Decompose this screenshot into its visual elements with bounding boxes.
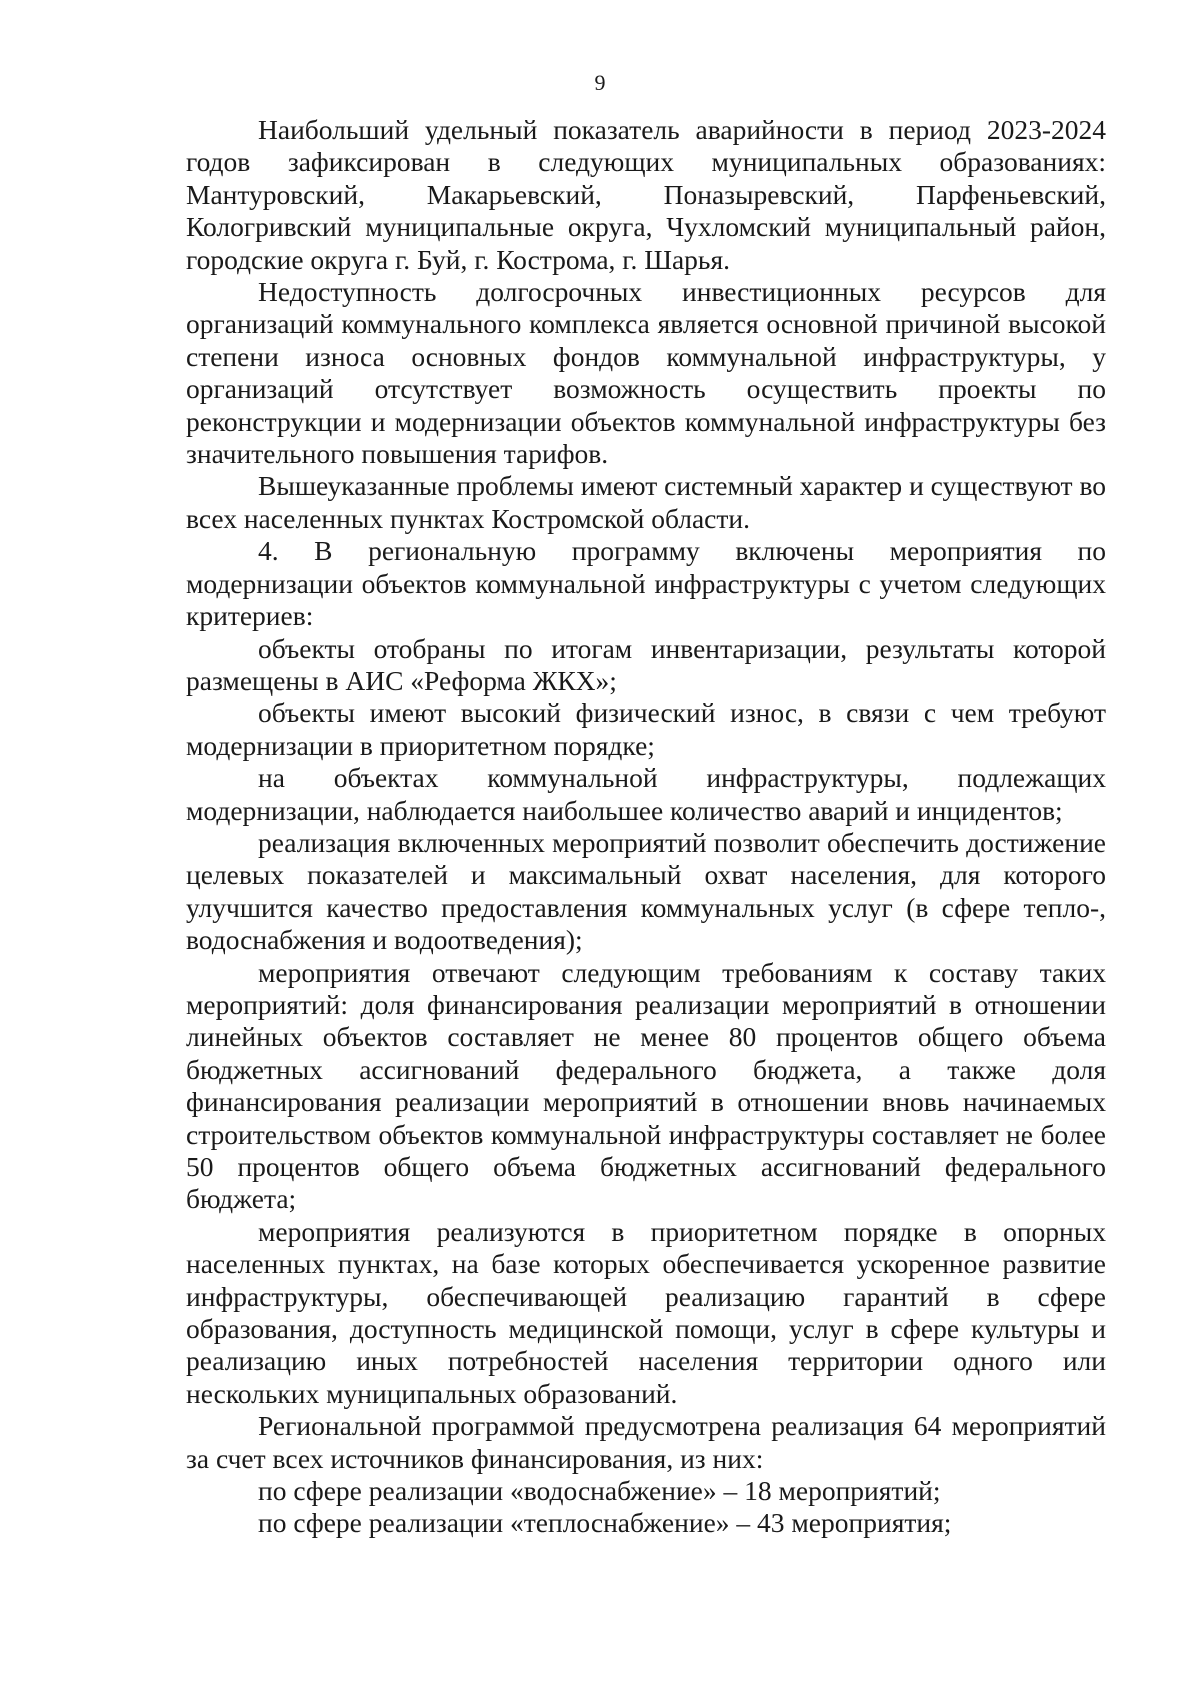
paragraph-systemic-problems: Вышеуказанные проблемы имеют системный характер и существуют во всех населенных пунктах Костромской области. [186,470,1106,534]
paragraph-investment-resources: Недоступность долгосрочных инвестиционных ресурсов для организаций коммунального комплекса является основной причиной высокой степени износа основных фондов коммунальной инфраструктуры, у организаций отсутствует возможность осуществить проекты по реконструкции и модернизации объектов коммунальной инфраструктуры без значительного повышения тарифов. [186,276,1106,470]
paragraph-criterion-wear: объекты имеют высокий физический износ, в связи с чем требуют модернизации в приоритетном порядке; [186,697,1106,761]
paragraph-water-supply: по сфере реализации «водоснабжение» – 18 мероприятий; [258,1475,941,1507]
paragraph-criterion-accidents: на объектах коммунальной инфраструктуры, подлежащих модернизации, наблюдается наибольшее количество аварий и инцидентов; [186,762,1106,826]
page-number: 9 [594,70,606,95]
paragraph-criterion-support-settlements: мероприятия реализуются в приоритетном порядке в опорных населенных пунктах, на базе которых обеспечивается ускоренное развитие инфраструктуры, обеспечивающей реализацию гарантий в сфере образования, доступность медицинской помощи, услуг в сфере культуры и реализацию иных потребностей населения территории одного или нескольких муниципальных образований. [186,1215,1106,1409]
paragraph-criterion-targets: реализация включенных мероприятий позволит обеспечить достижение целевых показателей и максимальный охват населения, для которого улучшится качество предоставления коммунальных услуг (в сфере тепло-, водоснабжения и водоотведения); [186,826,1106,956]
document-body [186,114,1106,1540]
paragraph-program-summary: Региональной программой предусмотрена реализация 64 мероприятий за счет всех источников финансирования, из них: [186,1410,1106,1474]
paragraph-criterion-financing: мероприятия отвечают следующим требованиям к составу таких мероприятий: доля финансирования реализации мероприятий в отношении линейных объектов составляет не менее 80 процентов общего объема бюджетных ассигнований федерального бюджета, а также доля финансирования реализации мероприятий в отношении вновь начинаемых строительством объектов коммунальной инфраструктуры составляет не более 50 процентов общего объема бюджетных ассигнований федерального бюджета; [186,956,1106,1215]
paragraph-criterion-inventory: объекты отобраны по итогам инвентаризации, результаты которой размещены в АИС «Реформа ЖКХ»; [186,632,1106,696]
paragraph-accident-rate: Наибольший удельный показатель аварийности в период 2023-2024 годов зафиксирован в следующих муниципальных образованиях: Мантуровский, Макарьевский, Поназыревский, Парфеньевский, Кологривский муниципальные округа, Чухломский муниципальный район, городские округа г. Буй, г. Кострома, г. Шарья. [186,114,1106,275]
paragraph-criteria-intro: 4. В региональную программу включены мероприятия по модернизации объектов коммунальной инфраструктуры с учетом следующих критериев: [186,535,1106,632]
paragraph-heat-supply: по сфере реализации «теплоснабжение» – 43 мероприятия; [258,1507,952,1539]
